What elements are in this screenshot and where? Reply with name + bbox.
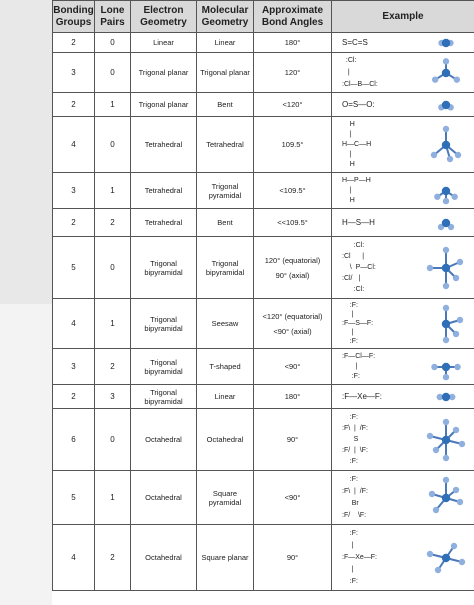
header-example: Example (332, 1, 474, 33)
bonding-groups-cell: 5 (53, 237, 95, 299)
outer-atom (443, 197, 449, 203)
bond-angle-cell (254, 209, 332, 237)
bonding-groups-cell: 4 (53, 525, 95, 591)
outer-atom (447, 155, 453, 161)
central-atom (442, 553, 450, 561)
lewis-structure-line: | (342, 311, 354, 318)
molecular-geometry-cell: T-shaped (197, 349, 254, 385)
lewis-structure-line: \ P—Cl: (342, 264, 376, 271)
lewis-structure-line: S (342, 436, 359, 443)
molecule-model-icon (422, 55, 470, 91)
bonding-groups-cell: 2 (53, 93, 95, 117)
bond-angle-cell (254, 409, 332, 471)
table-row (53, 237, 474, 299)
electron-geometry-cell: Trigonal planar (131, 93, 197, 117)
example-content (332, 301, 474, 346)
bond-angle-value-secondary: 90° (axial) (275, 270, 310, 280)
outer-atom (454, 76, 460, 82)
molecular-geometry-cell: Linear (197, 33, 254, 53)
lewis-structure (336, 100, 375, 110)
outer-atom (427, 550, 433, 556)
lewis-structure-line: :F\ | /F: (342, 425, 368, 432)
molecule-model-icon (422, 476, 470, 520)
electron-geometry-cell: Octahedral (131, 409, 197, 471)
bond-angle-cell (254, 299, 332, 349)
left-strip-shaded-top (0, 0, 52, 304)
lewis-structure-line: H (342, 160, 355, 168)
molecular-geometry-cell: Square planar (197, 525, 254, 591)
lewis-structure-line: :F—Cl—F: (342, 352, 376, 360)
lone-pairs-cell: 0 (95, 237, 131, 299)
bonding-groups-cell: 4 (53, 299, 95, 349)
example-cell (332, 209, 474, 237)
lewis-structure-line: H—P—H (342, 176, 371, 184)
molecule-model (422, 536, 470, 580)
outer-atom (431, 363, 437, 369)
bond-angle-cell (254, 33, 332, 53)
central-atom (442, 186, 450, 194)
lone-pairs-cell: 2 (95, 349, 131, 385)
lewis-structure-line: | (342, 68, 350, 76)
example-cell (332, 173, 474, 209)
central-atom (442, 218, 450, 226)
example-cell (332, 33, 474, 53)
lewis-structure-line: :Cl—B—Cl: (342, 80, 378, 88)
header-row (53, 1, 474, 33)
lewis-structure-line: :F: (342, 338, 358, 345)
molecular-geometry-cell: Square pyramidal (197, 471, 254, 525)
bond-angle-cell (254, 385, 332, 409)
outer-atom (434, 193, 440, 199)
vsepr-table (52, 0, 474, 591)
bonding-groups-cell: 5 (53, 471, 95, 525)
lewis-structure-line: :F\ | /F: (342, 487, 368, 495)
bond-angle-value: <90° (284, 362, 301, 371)
bond-angle-value: 90° (286, 435, 299, 444)
bond-angle-cell (254, 525, 332, 591)
outer-atom (443, 373, 449, 379)
bond-angle-value: <<109.5° (277, 218, 308, 227)
lone-pairs-cell: 1 (95, 299, 131, 349)
lewis-structure (336, 38, 368, 48)
table-row (53, 525, 474, 591)
bonding-groups-cell: 2 (53, 209, 95, 237)
outer-atom (457, 316, 463, 322)
example-content (332, 120, 474, 170)
lewis-structure (336, 352, 375, 382)
lewis-structure (336, 392, 382, 402)
example-content (332, 240, 474, 295)
molecule-model (422, 123, 470, 167)
bonding-groups-cell: 3 (53, 349, 95, 385)
bonding-groups-cell: 3 (53, 173, 95, 209)
example-cell (332, 53, 474, 93)
outer-atom (443, 418, 449, 424)
header-electron-geometry: Electron Geometry (131, 1, 197, 33)
outer-atom (443, 282, 449, 288)
lewis-structure-line: Br (342, 499, 359, 507)
outer-atom (443, 125, 449, 131)
molecule-model-icon (422, 418, 470, 462)
bond-angle-value: <109.5° (279, 186, 306, 195)
table-row (53, 117, 474, 173)
outer-atom (453, 330, 459, 336)
outer-atom (427, 264, 433, 270)
molecule-model-icon (422, 302, 470, 346)
central-atom (442, 100, 450, 108)
molecule-model-icon (422, 211, 470, 235)
example-cell (332, 409, 474, 471)
bond-angle-cell (254, 237, 332, 299)
outer-atom (443, 304, 449, 310)
molecule-model (422, 211, 470, 235)
bond-angle-value: <120° (282, 100, 303, 109)
lewis-structure-line: | (342, 130, 352, 138)
bond-angle-value: 120° (equatorial) (264, 255, 321, 265)
bond-angle-cell (254, 117, 332, 173)
central-atom (442, 140, 450, 148)
central-atom (442, 392, 450, 400)
molecular-geometry-cell: Linear (197, 385, 254, 409)
bonding-groups-cell: 6 (53, 409, 95, 471)
lewis-structure-line: :F: (342, 458, 358, 465)
example-content (332, 55, 474, 91)
molecule-model (422, 387, 470, 407)
example-content (332, 412, 474, 467)
lewis-structure-line: :Cl | (342, 253, 365, 260)
bonding-groups-cell: 4 (53, 117, 95, 173)
outer-atom (432, 76, 438, 82)
bond-angle-cell (254, 173, 332, 209)
outer-atom (455, 151, 461, 157)
outer-atom (443, 476, 449, 482)
lewis-structure-line: :F: (342, 372, 360, 380)
bond-angle-value: 90° (286, 553, 299, 562)
bond-angle-value: 180° (284, 38, 301, 47)
lewis-structure-line: :F: (342, 577, 358, 585)
central-atom (442, 493, 450, 501)
bond-angle-cell (254, 93, 332, 117)
lewis-structure-line: :F: (342, 529, 358, 537)
lewis-structure-line: :Cl: (342, 56, 357, 64)
example-cell (332, 471, 474, 525)
lewis-structure-line: H—S—H (342, 217, 375, 227)
lewis-structure-line: :Cl/ | (342, 275, 361, 282)
molecule-model (422, 351, 470, 383)
lewis-structure-line: H (342, 196, 355, 204)
lewis-structure (336, 176, 371, 206)
bonding-groups-cell: 3 (53, 53, 95, 93)
molecule-model-icon (422, 95, 470, 115)
bond-angle-value: 180° (284, 392, 301, 401)
molecule-model (422, 302, 470, 346)
outer-atom (443, 246, 449, 252)
outer-atom (443, 454, 449, 460)
outer-atom (451, 542, 457, 548)
molecular-geometry-cell: Bent (197, 93, 254, 117)
molecule-model (422, 476, 470, 520)
outer-atom (451, 193, 457, 199)
table-row (53, 385, 474, 409)
table-row (53, 209, 474, 237)
molecule-model (422, 418, 470, 462)
example-content (332, 474, 474, 522)
table-row (53, 173, 474, 209)
lewis-structure-line: :F—Xe—F: (342, 391, 383, 401)
bond-angle-cell (254, 349, 332, 385)
electron-geometry-cell: Tetrahedral (131, 173, 197, 209)
outer-atom (459, 558, 465, 564)
lewis-structure-line: S=C=S (342, 37, 368, 47)
lewis-structure-line: | (342, 186, 352, 194)
example-content (332, 35, 474, 51)
left-strip-shaded-bottom (0, 304, 52, 605)
electron-geometry-cell: Trigonal bipyramidal (131, 385, 197, 409)
lewis-structure-line: :F—S—F: (342, 320, 374, 327)
table-row (53, 33, 474, 53)
central-atom (442, 319, 450, 327)
molecule-model-icon (422, 536, 470, 580)
lewis-structure (336, 218, 375, 228)
bond-angle-value: 109.5° (281, 140, 304, 149)
central-atom (442, 435, 450, 443)
lone-pairs-cell: 1 (95, 93, 131, 117)
lone-pairs-cell: 2 (95, 209, 131, 237)
outer-atom (459, 440, 465, 446)
header-bond-angles: Approximate Bond Angles (254, 1, 332, 33)
lone-pairs-cell: 2 (95, 525, 131, 591)
header-lone-pairs: Lone Pairs (95, 1, 131, 33)
outer-atom (435, 566, 441, 572)
lewis-structure (336, 474, 368, 522)
outer-atom (443, 336, 449, 342)
bond-angle-value: 120° (284, 68, 301, 77)
bond-angle-cell (254, 471, 332, 525)
molecule-model-icon (422, 35, 470, 51)
lewis-structure (336, 412, 368, 467)
outer-atom (454, 363, 460, 369)
lewis-structure-line: :F/ \F: (342, 511, 367, 519)
molecular-geometry-cell: Bent (197, 209, 254, 237)
header-bonding-groups: Bonding Groups (53, 1, 95, 33)
table-row (53, 93, 474, 117)
outer-atom (457, 498, 463, 504)
table-row (53, 409, 474, 471)
molecule-model (422, 95, 470, 115)
central-atom (442, 362, 450, 370)
lewis-structure-line: :Cl: (342, 286, 365, 293)
bonding-groups-cell: 2 (53, 385, 95, 409)
bond-angle-value: <90° (284, 493, 301, 502)
lone-pairs-cell: 0 (95, 117, 131, 173)
electron-geometry-cell: Trigonal bipyramidal (131, 349, 197, 385)
lone-pairs-cell: 0 (95, 33, 131, 53)
lewis-structure (336, 301, 373, 346)
lewis-structure-line: | (342, 541, 354, 549)
electron-geometry-cell: Tetrahedral (131, 209, 197, 237)
example-content (332, 211, 474, 235)
lewis-structure-line: :F/ | \F: (342, 447, 368, 454)
outer-atom (433, 446, 439, 452)
example-cell (332, 299, 474, 349)
lewis-structure-line: | (342, 329, 354, 336)
example-content (332, 528, 474, 588)
lone-pairs-cell: 1 (95, 173, 131, 209)
lewis-structure-line: :F: (342, 414, 358, 421)
bond-angle-cell (254, 53, 332, 93)
left-margin-strip (0, 0, 52, 605)
lone-pairs-cell: 0 (95, 409, 131, 471)
electron-geometry-cell: Tetrahedral (131, 117, 197, 173)
lewis-structure-line: | (342, 565, 354, 573)
molecular-geometry-cell: Tetrahedral (197, 117, 254, 173)
lewis-structure-line: :Cl: (342, 242, 365, 249)
molecular-geometry-cell: Trigonal bipyramidal (197, 237, 254, 299)
lewis-structure-line: O=S—O: (342, 99, 375, 109)
electron-geometry-cell: Trigonal bipyramidal (131, 237, 197, 299)
lewis-structure (336, 528, 377, 588)
lone-pairs-cell: 1 (95, 471, 131, 525)
outer-atom (431, 151, 437, 157)
table-row (53, 299, 474, 349)
molecule-model-icon (422, 387, 470, 407)
central-atom (442, 263, 450, 271)
outer-atom (429, 490, 435, 496)
electron-geometry-cell: Trigonal planar (131, 53, 197, 93)
lewis-structure-line: :F: (342, 475, 358, 483)
molecule-model (422, 175, 470, 207)
electron-geometry-cell: Octahedral (131, 471, 197, 525)
example-cell (332, 385, 474, 409)
table-row (53, 471, 474, 525)
lone-pairs-cell: 3 (95, 385, 131, 409)
example-cell (332, 525, 474, 591)
example-cell (332, 117, 474, 173)
example-content (332, 387, 474, 407)
molecule-model (422, 35, 470, 51)
molecular-geometry-cell: Trigonal planar (197, 53, 254, 93)
example-cell (332, 237, 474, 299)
lewis-structure-line: | (342, 150, 352, 158)
lewis-structure (336, 240, 376, 295)
electron-geometry-cell: Trigonal bipyramidal (131, 299, 197, 349)
lewis-structure (336, 120, 371, 170)
header-molecular-geometry: Molecular Geometry (197, 1, 254, 33)
outer-atom (453, 274, 459, 280)
outer-atom (453, 426, 459, 432)
molecule-model-icon (422, 351, 470, 383)
outer-atom (443, 58, 449, 64)
molecular-geometry-cell: Seesaw (197, 299, 254, 349)
lewis-structure-line: :F: (342, 302, 358, 309)
outer-atom (433, 506, 439, 512)
outer-atom (457, 258, 463, 264)
central-atom (442, 38, 450, 46)
lewis-structure-line: H (342, 120, 355, 128)
lewis-structure (336, 55, 378, 91)
molecule-model-icon (422, 246, 470, 290)
central-atom (442, 68, 450, 76)
bonding-groups-cell: 2 (53, 33, 95, 53)
lewis-structure-line: :F—Xe—F: (342, 553, 378, 561)
electron-geometry-cell: Linear (131, 33, 197, 53)
molecular-geometry-cell: Trigonal pyramidal (197, 173, 254, 209)
electron-geometry-cell: Octahedral (131, 525, 197, 591)
molecule-model-icon (422, 123, 470, 167)
molecule-model-icon (422, 175, 470, 207)
molecular-geometry-cell: Octahedral (197, 409, 254, 471)
lone-pairs-cell: 0 (95, 53, 131, 93)
molecule-model (422, 55, 470, 91)
example-cell (332, 93, 474, 117)
outer-atom (453, 486, 459, 492)
example-content (332, 351, 474, 383)
lewis-structure-line: H—C—H (342, 140, 372, 148)
example-content (332, 175, 474, 207)
example-cell (332, 349, 474, 385)
example-content (332, 95, 474, 115)
lewis-structure-line: | (342, 362, 358, 370)
bond-angle-value: <120° (equatorial) (262, 311, 323, 321)
outer-atom (427, 432, 433, 438)
molecule-model (422, 246, 470, 290)
bond-angle-value-secondary: <90° (axial) (273, 326, 312, 336)
table-row (53, 53, 474, 93)
table-row (53, 349, 474, 385)
